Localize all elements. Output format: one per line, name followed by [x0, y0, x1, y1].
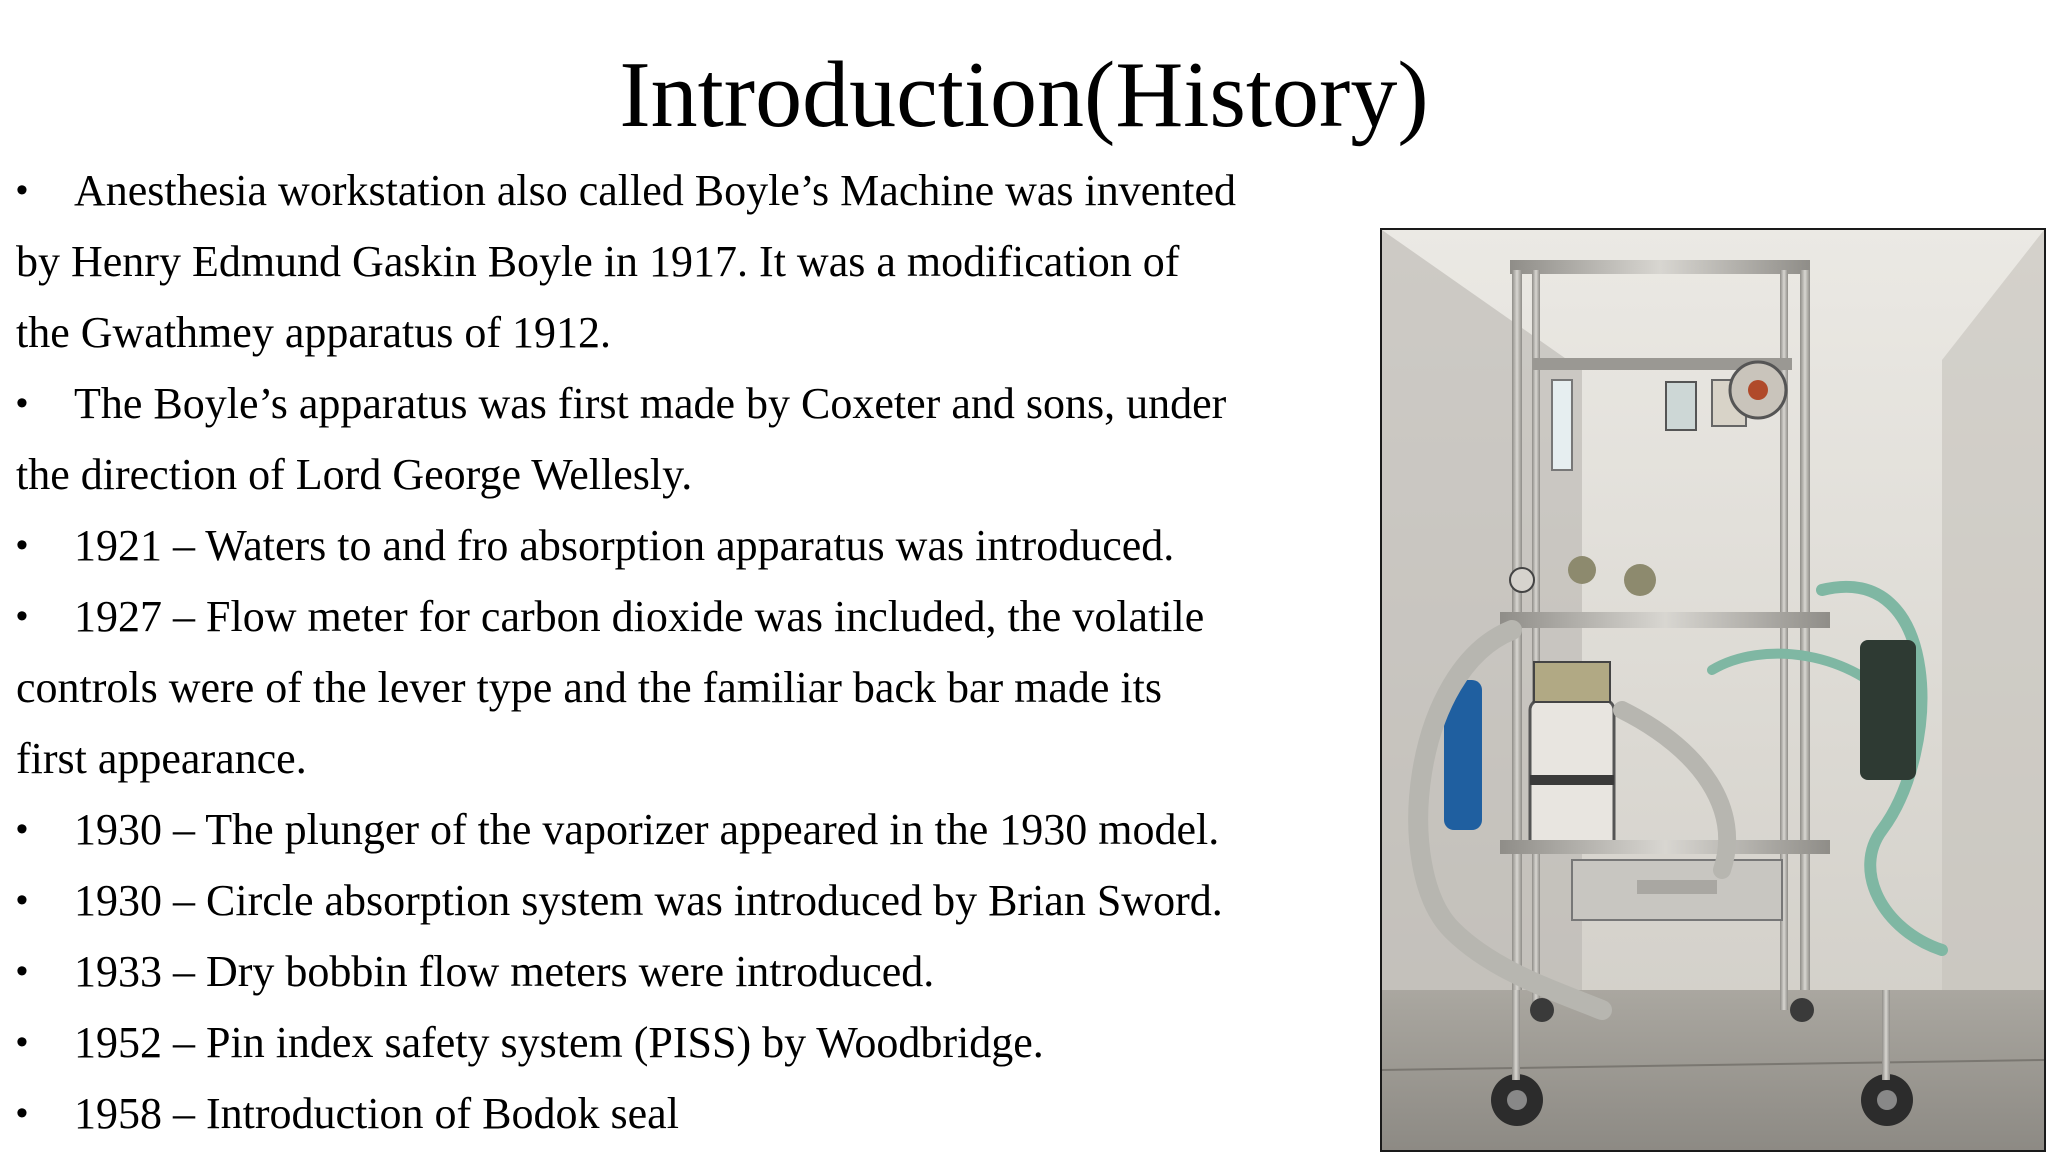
bullet-line: 1921 – Waters to and fro absorption apparatus was introduced.: [74, 521, 1175, 570]
bullet-marker: •: [16, 526, 28, 564]
bullet-line: 1952 – Pin index safety system (PISS) by Woodbridge.: [74, 1018, 1044, 1067]
bullet-line: 1930 – The plunger of the vaporizer appeared in the 1930 model.: [74, 805, 1220, 854]
bullet-item: [16, 1078, 1346, 1149]
bullet-marker: •: [16, 1094, 28, 1132]
lower-shelf: [1500, 840, 1830, 854]
bullet-marker: •: [16, 171, 28, 209]
bullet-line: The Boyle’s apparatus was first made by Coxeter and sons, under: [74, 379, 1227, 428]
bullet-marker: •: [16, 952, 28, 990]
boyles-machine-photo: [1380, 228, 2046, 1152]
bullet-list: [16, 155, 1346, 1149]
bullet-marker: •: [16, 597, 28, 635]
bullet-marker: •: [16, 384, 28, 422]
bullet-item: [16, 510, 1346, 581]
bullet-item: [16, 936, 1346, 1007]
bullet-line: first appearance.: [16, 734, 307, 783]
bullet-line: 1930 – Circle absorption system was introduced by Brian Sword.: [74, 876, 1223, 925]
bullet-item: [16, 368, 1346, 510]
bullet-line: the Gwathmey apparatus of 1912.: [16, 308, 612, 357]
middle-shelf: [1500, 612, 1830, 628]
bullet-item: [16, 865, 1346, 936]
bullet-line: the direction of Lord George Wellesly.: [16, 450, 693, 499]
slide-title-text: Introduction(History): [619, 43, 1429, 147]
bullet-marker: •: [16, 1023, 28, 1061]
bullet-marker: •: [16, 810, 28, 848]
bullet-line: 1933 – Dry bobbin flow meters were introduced.: [74, 947, 935, 996]
top-shelf: [1510, 260, 1810, 274]
reservoir-bag: [1860, 640, 1916, 780]
bullet-line: controls were of the lever type and the familiar back bar made its: [16, 663, 1162, 712]
bullet-item: [16, 794, 1346, 865]
bullet-line: 1927 – Flow meter for carbon dioxide was included, the volatile: [74, 592, 1205, 641]
photo-floor: [1382, 990, 2044, 1150]
bullet-marker: •: [16, 881, 28, 919]
bullet-line: 1958 – Introduction of Bodok seal: [74, 1089, 679, 1138]
slide-title: [0, 40, 2048, 150]
bullet-item: [16, 1007, 1346, 1078]
boyles-machine-illustration: [1382, 230, 2044, 1150]
flowmeter-tube: [1552, 380, 1572, 470]
bullet-line: by Henry Edmund Gaskin Boyle in 1917. It was a modification of: [16, 237, 1180, 286]
bullet-item: [16, 581, 1346, 794]
bullet-item: [16, 155, 1346, 368]
bullet-line: Anesthesia workstation also called Boyle’s Machine was invented: [74, 166, 1237, 215]
